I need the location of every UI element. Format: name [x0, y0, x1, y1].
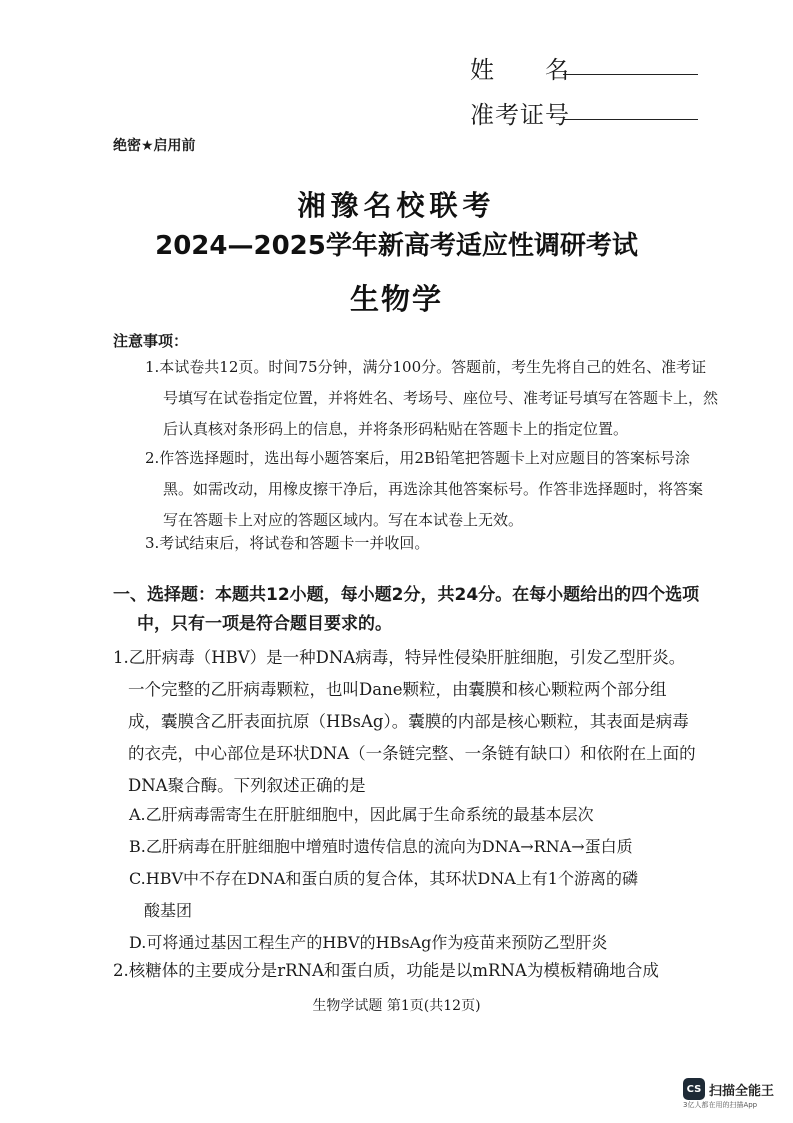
section-1-heading: 一、选择题：本题共12小题，每小题2分，共24分。在每小题给出的四个选项 中，只有一项是符合题目要求的。: [113, 585, 700, 634]
scanner-watermark: [683, 1078, 774, 1110]
page-footer: 生物学试题 第1页(共12页): [312, 998, 481, 1014]
option-c: C.HBV中不存在DNA和蛋白质的复合体，其环状DNA上有1个游离的磷: [129, 869, 638, 888]
note-item-2: 2.作答选择题时，选出每小题答案后，用2B铅笔把答题卡上对应题目的答案标号涂 黑。如需改动，用橡皮擦干净后，再选涂其他答案标号。作答非选择题时，将答案 写在答题卡上对应的答题区域内。写在本试卷上无效。: [145, 449, 704, 529]
scanner-tagline: 3亿人都在用的扫描App: [683, 1101, 758, 1109]
confidential-label: 绝密★启用前: [113, 138, 196, 154]
note-item-1: 1.本试卷共12页。时间75分钟，满分100分。答题前，考生先将自己的姓名、准考证 号填写在试卷指定位置，并将姓名、考场号、座位号、准考证号填写在答题卡上，然 后认真核对条形码上的信息，并将条形码粘贴在答题卡上的指定位置。: [145, 358, 719, 438]
option-b: B.乙肝病毒在肝脏细胞中增殖时遗传信息的流向为DNA→RNA→蛋白质: [129, 837, 633, 856]
exam-number-label: 准考证号: [470, 101, 570, 129]
note-item-3: 3.考试结束后，将试卷和答题卡一并收回。: [145, 534, 430, 552]
exam-title-line1: 湘豫名校联考: [297, 189, 496, 222]
exam-title-line2: 2024—2025学年新高考适应性调研考试: [155, 231, 638, 261]
notes-heading: 注意事项：: [113, 332, 189, 350]
option-c-cont: 酸基团: [144, 901, 193, 920]
question-1-stem: 1.乙肝病毒（HBV）是一种DNA病毒，特异性侵染肝脏细胞，引发乙型肝炎。 一个完整的乙肝病毒颗粒，也叫Dane颗粒，由囊膜和核心颗粒两个部分组 成，囊膜含乙肝表面抗原（HBsAg）。囊膜的内部是核心颗粒，其表面是病毒 的衣壳，中心部位是环状DNA（一条链完整、一条链有缺口）和依附在上面的 DNA聚合酶。下列叙述正确的是: [113, 648, 696, 795]
question-1-options: [129, 799, 638, 959]
option-d: D.可将通过基因工程生产的HBV的HBsAg作为疫苗来预防乙型肝炎: [129, 933, 608, 952]
exam-number-blank-line: [563, 119, 698, 120]
option-a: A.乙肝病毒需寄生在肝脏细胞中，因此属于生命系统的最基本层次: [129, 805, 594, 824]
subject-title: 生物学: [349, 282, 443, 316]
scanner-app-name: 扫描全能王: [709, 1083, 775, 1099]
name-label: 姓 名: [470, 56, 570, 84]
name-blank-line: [563, 74, 698, 75]
scanner-logo-icon: CS: [683, 1078, 705, 1100]
question-2-stem: 2.核糖体的主要成分是rRNA和蛋白质，功能是以mRNA为模板精确地合成: [113, 961, 659, 980]
